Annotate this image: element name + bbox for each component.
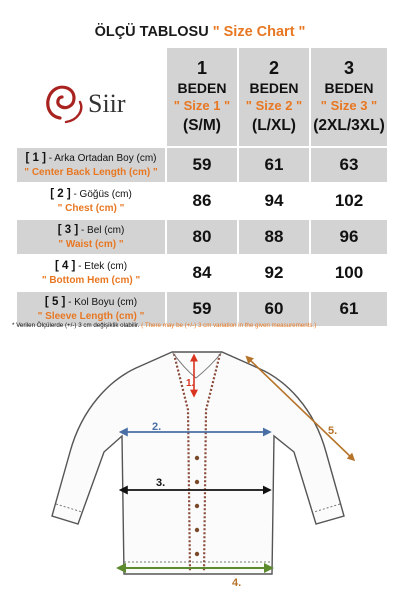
size-code: (2XL/3XL)	[313, 117, 385, 134]
table-row	[17, 292, 387, 326]
logo-text: Siir	[88, 89, 126, 118]
spiral-logo-icon	[40, 74, 150, 130]
table-cell: 61	[311, 292, 387, 326]
chart-title	[0, 24, 400, 40]
row-label-turkish: - Bel (cm)	[80, 224, 125, 236]
row-label	[17, 184, 165, 218]
button-icon	[195, 528, 199, 532]
table-cell: 96	[311, 220, 387, 254]
row-label-english: " Waist (cm) "	[58, 238, 124, 250]
size-beden: BEDEN	[249, 80, 299, 96]
size-label: " Size 1 "	[173, 98, 231, 113]
table-cell: 80	[167, 220, 237, 254]
label-hem: 4.	[232, 577, 242, 589]
table-cell: 92	[239, 256, 309, 290]
title-english: " Size Chart "	[212, 24, 306, 40]
row-number: [ 3 ]	[57, 223, 79, 236]
table-cell: 59	[167, 292, 237, 326]
table-cell: 61	[239, 148, 309, 182]
button-icon	[195, 504, 199, 508]
label-center-back: 1.	[186, 378, 195, 389]
brand-logo	[40, 74, 150, 130]
note-turkish: * Verilen Ölçülerde (+/-) 3 cm değişiklik olabilir.	[12, 322, 140, 329]
size-label: " Size 2 "	[245, 98, 303, 113]
table-cell: 100	[311, 256, 387, 290]
button-icon	[195, 552, 199, 556]
label-sleeve: 5.	[328, 425, 338, 437]
row-label-turkish: - Etek (cm)	[78, 260, 128, 272]
row-label-turkish: - Göğüs (cm)	[73, 188, 132, 200]
size-number: 1	[196, 58, 207, 78]
size-label: " Size 3 "	[320, 98, 378, 113]
label-waist: 3.	[156, 477, 166, 489]
note-english: ( There may be (+/-) 3 cm variation in the given measurements.)	[141, 322, 317, 329]
size-header-2	[239, 48, 309, 146]
size-header-1	[167, 48, 237, 146]
table-cell: 102	[311, 184, 387, 218]
size-code: (S/M)	[183, 117, 221, 134]
table-row	[17, 256, 387, 290]
table-cell: 60	[239, 292, 309, 326]
row-label	[17, 148, 165, 182]
size-number: 3	[343, 58, 354, 78]
cardigan-diagram	[0, 340, 400, 600]
button-icon	[195, 480, 199, 484]
title-turkish: ÖLÇÜ TABLOSU	[94, 24, 209, 40]
table-cell: 88	[239, 220, 309, 254]
table-cell: 63	[311, 148, 387, 182]
row-label-turkish: - Arka Ortadan Boy (cm)	[48, 152, 157, 164]
size-beden: BEDEN	[324, 80, 374, 96]
button-icon	[195, 456, 199, 460]
row-label-english: " Sleeve Length (cm) "	[37, 310, 145, 322]
table-cell: 86	[167, 184, 237, 218]
row-number: [ 5 ]	[44, 295, 66, 308]
row-label	[17, 220, 165, 254]
row-label-turkish: - Kol Boyu (cm)	[68, 296, 138, 308]
row-label-english: " Center Back Length (cm) "	[24, 166, 158, 178]
table-cell: 94	[239, 184, 309, 218]
row-label	[17, 256, 165, 290]
table-row	[17, 184, 387, 218]
table-cell: 84	[167, 256, 237, 290]
row-number: [ 2 ]	[50, 187, 71, 200]
row-number: [ 1 ]	[25, 151, 46, 164]
row-label	[17, 292, 165, 326]
size-header-3	[311, 48, 387, 146]
row-label-english: " Chest (cm) "	[57, 202, 125, 214]
row-number: [ 4 ]	[54, 259, 76, 272]
label-chest: 2.	[152, 421, 162, 433]
variation-note	[12, 322, 392, 329]
size-beden: BEDEN	[177, 80, 227, 96]
table-row	[17, 220, 387, 254]
table-cell: 59	[167, 148, 237, 182]
row-label-english: " Bottom Hem (cm) "	[41, 274, 141, 286]
size-number: 2	[268, 58, 279, 78]
table-row	[17, 148, 387, 182]
cardigan-outline	[52, 352, 344, 574]
size-code: (L/XL)	[252, 117, 296, 134]
